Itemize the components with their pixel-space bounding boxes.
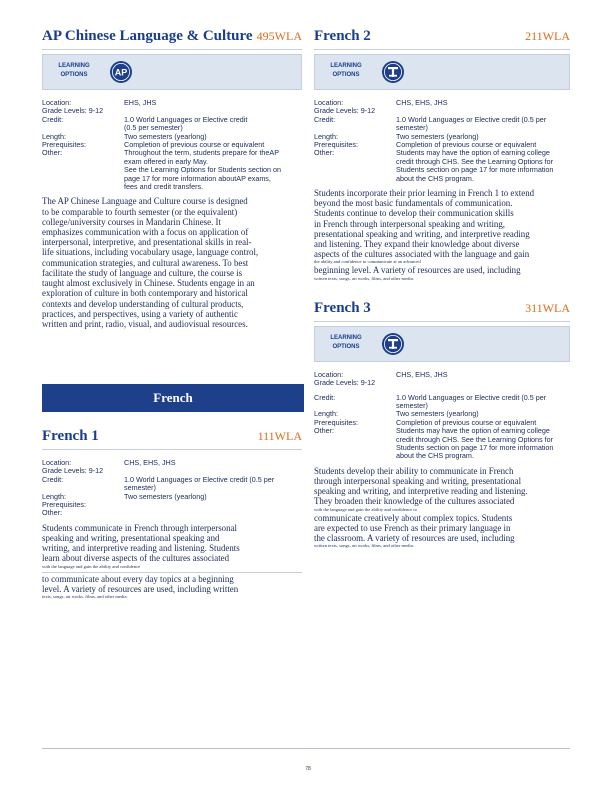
divider (42, 572, 302, 573)
course-code: 211WLA (525, 29, 570, 43)
right-column (314, 28, 570, 549)
grade-levels-label: Grade Levels: (314, 106, 359, 116)
length-value: Two semesters (yearlong) (396, 131, 479, 141)
grade-levels-value: 9-12 (360, 106, 376, 116)
length-label: Length: (42, 491, 66, 501)
other-value: See the Learning Options for Students section on (124, 165, 282, 175)
prerequisites-label: Prerequisites: (42, 140, 86, 150)
description-fine-print: the ability and confidence to communicate at an advanced (314, 259, 421, 265)
prerequisites-label: Prerequisites: (42, 500, 86, 510)
location-label: Location: (42, 98, 72, 107)
description-fine-print: written texts, songs, art works, films, and other media. (314, 275, 414, 281)
learning-options-box (314, 54, 570, 90)
course-info-ap-chinese (42, 99, 302, 191)
credit-value: (0.5 per semester) (124, 123, 183, 133)
course-description-french-2: Students incorporate their prior learning in French 1 to extend beyond the most basic fundamentals of communication. Students continue to develop their communication skills in French through interpersonal speaking and writing, presentational speaking and writing, and interpretive reading and listening. They expand their knowledge about diverse aspects of the cultures associated with the language and gain the ability and confidence to communicate at an advanced beginning level. A variety of resources are used, including written texts, songs, art works, films, and other media. (314, 188, 570, 282)
location-value: EHS, JHS (124, 98, 157, 107)
course-info-french-3 (314, 371, 570, 461)
ap-badge-text: AP (114, 67, 128, 78)
credit-label: Credit: (314, 392, 336, 402)
other-value: Throughout the term, students prepare for theAP (124, 148, 280, 158)
length-label: Length: (314, 409, 338, 419)
learning-options-label: LEARNING OPTIONS (58, 63, 90, 78)
description-fine-print: texts, songs, art works, films, and other media. (42, 594, 128, 600)
course-code: 495WLA (256, 29, 302, 43)
description-fine-print: with the language and gain the ability and confidence to (314, 506, 417, 512)
grade-levels-value: 9-12 (88, 106, 104, 116)
grade-levels-label: Grade Levels: (42, 466, 87, 476)
course-header-french-2 (314, 28, 570, 50)
course-code: 311WLA (525, 300, 570, 315)
credit-value: semester) (396, 123, 428, 133)
grade-levels-label: Grade Levels: (42, 106, 87, 116)
credit-value: 1.0 World Languages or Elective credit (0.5 per (396, 392, 547, 402)
location-label: Location: (42, 458, 72, 467)
footer-divider (42, 748, 570, 749)
course-code: 111WLA (257, 429, 302, 443)
other-value: Students section on page 17 for more information (396, 165, 554, 175)
course-description-ap-chinese: The AP Chinese Language and Culture course is designed to be comparable to fourth semester (or the equivalent) college/university courses in Mandarin Chinese. It emphasizes communication with a focus on application of interpersonal, interpretive, and presentational skills in real- life situations, including vocabulary usage, language control, communication strategies, and cultural awareness. To best facilitate the study of language and culture, the course is taught almost exclusively in Chinese. Students engage in an exploration of culture in both contemporary and historical contexts and develop understanding of cultural products, practices, and perspectives, using a variety of authentic written and print, radio, visual, and audiovisual resources. (42, 196, 259, 329)
credit-value: semester) (396, 400, 428, 410)
course-title: French 2 (314, 28, 371, 44)
grade-levels-label: Grade Levels: (314, 378, 359, 388)
other-value: about the CHS program. (396, 451, 474, 461)
prerequisites-value: Completion of previous course or equivalent (396, 417, 537, 427)
credit-label: Credit: (42, 474, 64, 484)
other-value: fees and credit transfers. (124, 182, 204, 192)
learning-options-label: LEARNING OPTIONS (330, 63, 362, 78)
course-header-french-1 (42, 428, 302, 450)
course-french-1 (42, 428, 302, 600)
grade-levels-value: 9-12 (360, 378, 376, 388)
course-header-ap-chinese (42, 28, 302, 50)
location-value: CHS, EHS, JHS (124, 458, 176, 467)
other-value: Students may have the option of earning college (396, 426, 550, 436)
prerequisites-value: Completion of previous course or equivalent (124, 140, 265, 150)
location-label: Location: (314, 98, 344, 107)
course-description-french-1: Students communicate in French through interpersonal speaking and writing, presentational speaking and writing, and interpretive reading and listening. Students learn about diverse aspects of the cultures associated with the language and gain the ability and confidence to communicate about every day topics at a beginning level. A variety of resources are used, including written texts, songs, art works, films, and other media. (42, 523, 302, 600)
course-title: French 1 (42, 428, 99, 444)
description-fine-print: with the language and gain the ability and confidence (42, 563, 141, 569)
college-credit-badge-icon (381, 60, 405, 84)
college-credit-badge-icon (381, 332, 405, 356)
course-description-french-3: Students develop their ability to communicate in French through interpersonal speaking and writing, presentational speaking and writing, and interpretive reading and listening. They broaden their knowledge of the cultures associated with the language and gain the ability and confidence to communicate creatively about complex topics. Students are expected to use French as their primary language in the classroom. A variety of resources are used, including written texts, songs, art works, films, and other media. (314, 466, 570, 549)
length-value: Two semesters (yearlong) (124, 491, 207, 501)
left-column (42, 28, 302, 329)
prerequisites-label: Prerequisites: (314, 140, 358, 150)
location-value: CHS, EHS, JHS (396, 369, 448, 379)
learning-options-label: LEARNING OPTIONS (330, 334, 362, 350)
section-heading-french: French (42, 384, 304, 412)
credit-value: semester) (124, 483, 156, 493)
other-label: Other: (314, 426, 334, 436)
length-value: Two semesters (yearlong) (124, 131, 207, 141)
other-value: exam offered in early May. (124, 156, 209, 166)
page-number: 78 (305, 766, 311, 772)
other-label: Other: (42, 148, 62, 158)
other-value: about the CHS program. (396, 173, 474, 183)
other-label: Other: (42, 508, 62, 518)
other-value: Students section on page 17 for more information (396, 442, 554, 452)
learning-options-box (42, 54, 302, 90)
grade-levels-value: 9-12 (88, 466, 104, 476)
credit-value: 1.0 World Languages or Elective credit (0.5 per (396, 114, 547, 124)
length-label: Length: (42, 131, 66, 141)
other-value: credit through CHS. See the Learning Options for (396, 156, 554, 166)
other-value: Students may have the option of earning college (396, 148, 550, 158)
location-label: Location: (314, 369, 344, 379)
location-value: CHS, EHS, JHS (396, 98, 448, 107)
course-info-french-2 (314, 99, 570, 183)
credit-label: Credit: (42, 114, 64, 124)
description-fine-print: written texts, songs, art works, films, and other media. (314, 543, 414, 549)
other-label: Other: (314, 148, 334, 158)
course-info-french-1 (42, 459, 302, 518)
credit-value: 1.0 World Languages or Elective credit (124, 114, 248, 124)
credit-label: Credit: (314, 114, 336, 124)
learning-options-box (314, 326, 570, 362)
ap-badge-icon (109, 60, 133, 84)
course-title: AP Chinese Language & Culture (42, 28, 253, 44)
prerequisites-label: Prerequisites: (314, 417, 358, 427)
course-header-french-3 (314, 300, 570, 322)
prerequisites-value: Completion of previous course or equivalent (396, 140, 537, 150)
credit-value: 1.0 World Languages or Elective credit (0.5 per (124, 474, 275, 484)
course-title: French 3 (314, 299, 371, 316)
length-value: Two semesters (yearlong) (396, 409, 479, 419)
other-value: credit through CHS. See the Learning Options for (396, 434, 554, 444)
other-value: page 17 for more information aboutAP exams, (124, 173, 271, 183)
length-label: Length: (314, 131, 338, 141)
